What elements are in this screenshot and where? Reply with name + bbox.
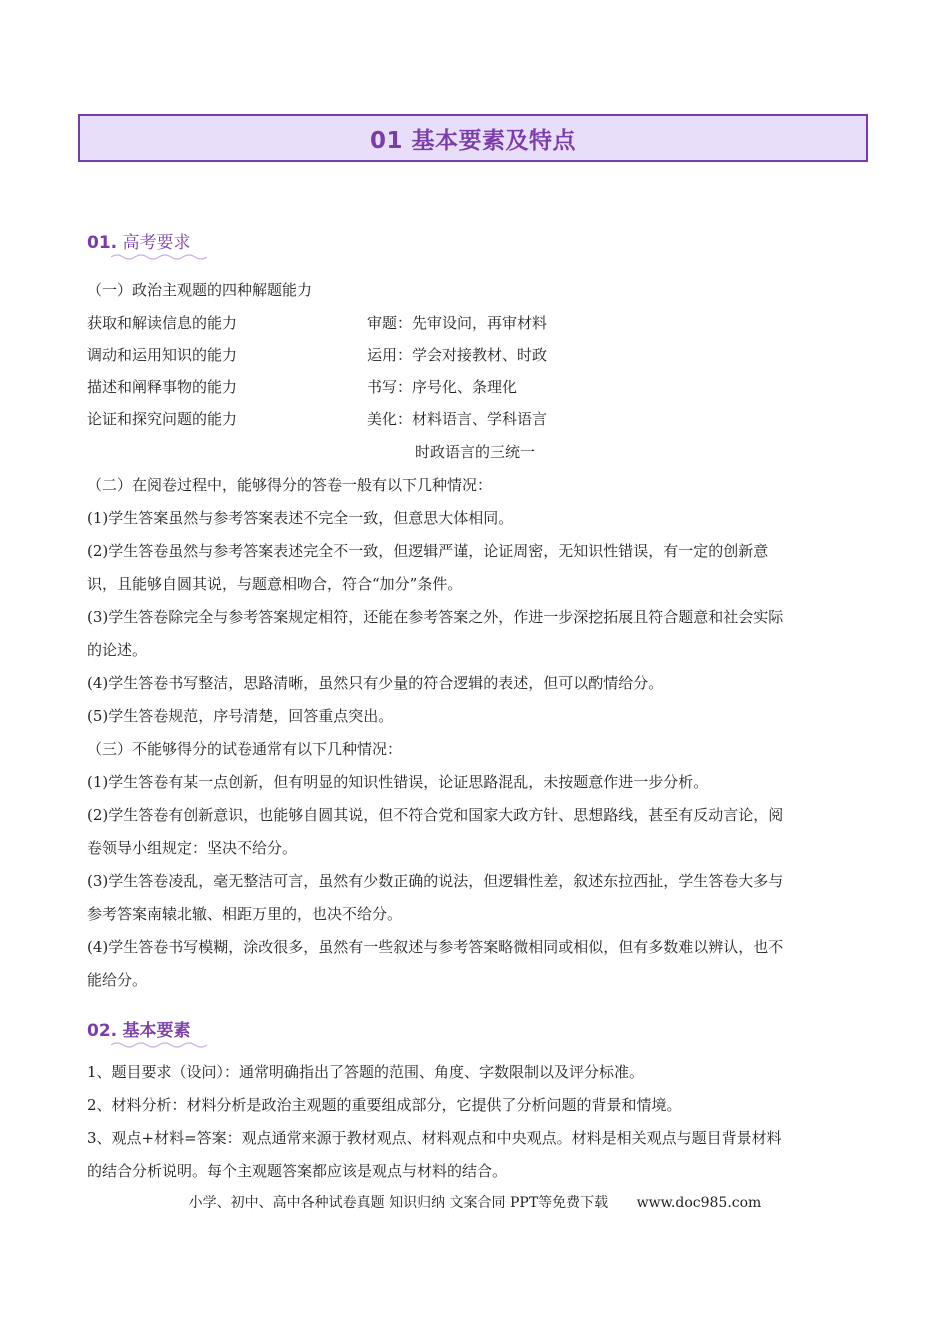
body-line: 参考答案南辕北辙、相距万里的，也决不给分。 — [87, 905, 403, 923]
body-line: 卷领导小组规定：坚决不给分。 — [87, 839, 298, 857]
ability-label: 调动和运用知识的能力 — [87, 346, 238, 364]
body-line: (3)学生答卷除完全与参考答案规定相符，还能在参考答案之外，作进一步深挖拓展且符合题意和社会实际 — [87, 608, 784, 626]
page-footer — [0, 1192, 950, 1212]
ability-method: 运用：学会对接教材、时政 — [367, 346, 548, 364]
section-heading-2 — [87, 1016, 191, 1041]
body-line: (4)学生答卷书写模糊，涂改很多，虽然有一些叙述与参考答案略微相同或相似，但有多数难以辨认，也不 — [87, 938, 784, 956]
body-line: (5)学生答卷规范，序号清楚，回答重点突出。 — [87, 707, 394, 725]
ability-label: 论证和探究问题的能力 — [87, 410, 238, 428]
page-title: 01 基本要素及特点 — [369, 127, 576, 154]
ability-method: 审题：先审设问，再审材料 — [367, 314, 548, 332]
section-title: 基本要素 — [122, 1021, 191, 1041]
body-line: (1)学生答案虽然与参考答案表述不完全一致，但意思大体相同。 — [87, 509, 514, 527]
section-title: 高考要求 — [122, 233, 191, 253]
footer-link[interactable]: www.doc985.com — [636, 1195, 762, 1211]
part1-heading: （一）政治主观题的四种解题能力 — [87, 281, 313, 299]
body-line: (2)学生答卷有创新意识，也能够自圆其说，但不符合党和国家大政方针、思想路线，甚至有反动言论，阅 — [87, 806, 784, 824]
underline-wave-icon — [111, 253, 211, 261]
body-line: (2)学生答卷虽然与参考答案表述完全不一致，但逻辑严谨，论证周密，无知识性错误，有一定的创新意 — [87, 542, 769, 560]
body-line: 的论述。 — [87, 641, 148, 659]
body-line: 识，且能够自圆其说，与题意相吻合，符合“加分”条件。 — [87, 575, 463, 593]
title-banner — [78, 114, 868, 162]
section-number: 02. — [87, 1021, 118, 1041]
body-line: 1、题目要求（设问）：通常明确指出了答题的范围、角度、字数限制以及评分标准。 — [87, 1063, 645, 1081]
footer-text: 小学、初中、高中各种试卷真题 知识归纳 文案合同 PPT等免费下载 — [188, 1195, 609, 1211]
body-line: 的结合分析说明。每个主观题答案都应该是观点与材料的结合。 — [87, 1162, 508, 1180]
ability-row — [87, 377, 518, 397]
ability-method: 书写：序号化、条理化 — [367, 378, 518, 396]
body-line: （二）在阅卷过程中，能够得分的答卷一般有以下几种情况： — [87, 476, 493, 494]
ability-label: 描述和阐释事物的能力 — [87, 378, 238, 396]
section-heading-1 — [87, 228, 191, 253]
ability-row — [87, 345, 548, 365]
body-line: 能给分。 — [87, 971, 148, 989]
body-line: 3、观点+材料=答案：观点通常来源于教材观点、材料观点和中央观点。材料是相关观点与题目背景材料 — [87, 1129, 782, 1147]
section-number: 01. — [87, 233, 118, 253]
body-line: （三）不能够得分的试卷通常有以下几种情况： — [87, 740, 403, 758]
body-line: (4)学生答卷书写整洁，思路清晰，虽然只有少量的符合逻辑的表述，但可以酌情给分。 — [87, 674, 664, 692]
ability-row — [87, 313, 548, 333]
ability-label: 获取和解读信息的能力 — [87, 314, 238, 332]
body-line: (1)学生答卷有某一点创新，但有明显的知识性错误，论证思路混乱，未按题意作进一步分析。 — [87, 773, 709, 791]
underline-wave-icon — [111, 1041, 211, 1049]
abilities-note: 时政语言的三统一 — [414, 443, 535, 461]
ability-row — [87, 409, 548, 429]
body-line: 2、材料分析：材料分析是政治主观题的重要组成部分，它提供了分析问题的背景和情境。 — [87, 1096, 682, 1114]
body-line: (3)学生答卷凌乱，毫无整洁可言，虽然有少数正确的说法，但逻辑性差，叙述东拉西扯，学生答卷大多与 — [87, 872, 784, 890]
ability-method: 美化：材料语言、学科语言 — [367, 410, 548, 428]
